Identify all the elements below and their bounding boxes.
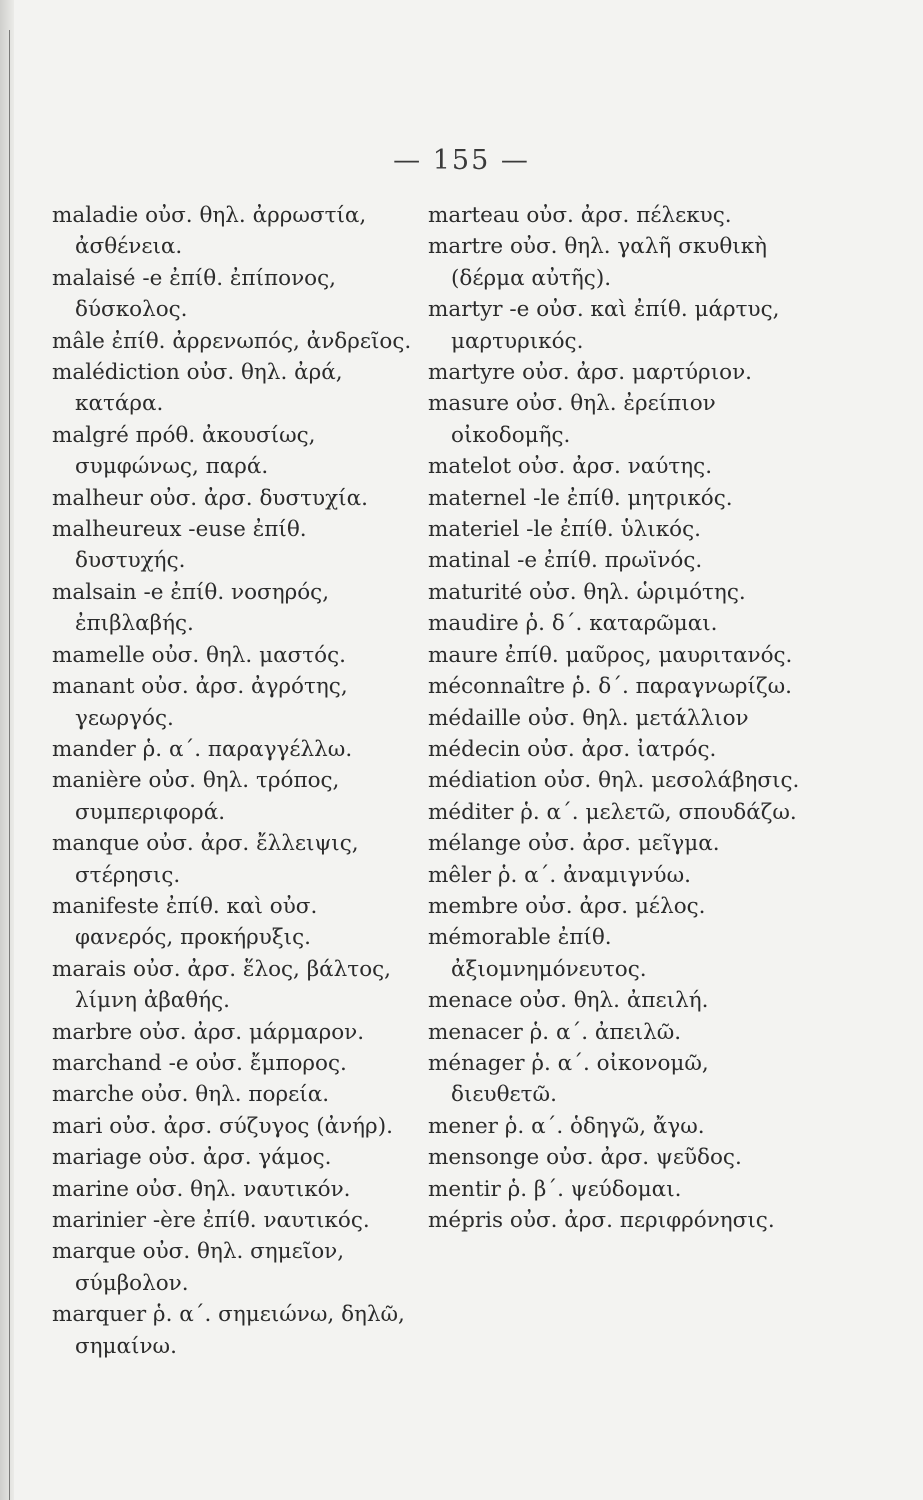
page-binding-edge	[9, 30, 10, 1500]
dictionary-entry: maladie οὐσ. θηλ. ἀρρωστία, ἀσθένεια.	[52, 203, 367, 260]
dictionary-entry: ménager ῥ. α΄. οἰκονομῶ, διευθετῶ.	[428, 1050, 709, 1108]
dictionary-entry: maternel -le ἐπίθ. μητρικός.	[428, 485, 733, 511]
dictionary-entry: mari οὐσ. ἀρσ. σύζυγος (ἀνήρ).	[52, 1113, 393, 1139]
dictionary-entry: materiel -le ἐπίθ. ὑλικός.	[428, 517, 701, 543]
dictionary-entry: marche οὐσ. θηλ. πορεία.	[52, 1082, 330, 1108]
dictionary-entry: manière οὐσ. θηλ. τρόπος, συμπεριφορά.	[52, 768, 340, 825]
dictionary-entry: martyre οὐσ. ἀρσ. μαρτύριον.	[428, 360, 752, 386]
dictionary-entry: marinier -ère ἐπίθ. ναυτικός.	[52, 1208, 370, 1233]
dictionary-entry: marque οὐσ. θηλ. σημεῖον, σύμβολον.	[52, 1239, 345, 1296]
dictionary-entry: médiation οὐσ. θηλ. μεσολάβησις.	[428, 768, 800, 794]
dictionary-entry: menacer ῥ. α΄. ἀπειλῶ.	[428, 1019, 682, 1045]
dictionary-entry: malheureux -euse ἐπίθ. δυστυχής.	[52, 517, 307, 574]
dictionary-entry: manifeste ἐπίθ. καὶ οὐσ. φανερός, προκήρυξις.	[52, 893, 318, 951]
dictionary-column-right	[428, 200, 806, 1236]
dictionary-entry: matelot οὐσ. ἀρσ. ναύτης.	[428, 454, 713, 480]
dictionary-entry: marteau οὐσ. ἀρσ. πέλεκυς.	[428, 203, 732, 228]
dictionary-entry: mariage οὐσ. ἀρσ. γάμος.	[52, 1145, 332, 1171]
dictionary-entry: mépris οὐσ. ἀρσ. περιφρόνησις.	[428, 1208, 775, 1233]
dictionary-entry: maudire ῥ. δ΄. καταρῶμαι.	[428, 611, 718, 637]
dictionary-entry: mener ῥ. α΄. ὁδηγῶ, ἄγω.	[428, 1113, 705, 1139]
dictionary-entry: membre οὐσ. ἀρσ. μέλος.	[428, 893, 706, 919]
dictionary-entry: manque οὐσ. ἀρσ. ἔλλειψις, στέρησις.	[52, 831, 359, 888]
dictionary-entry: mensonge οὐσ. ἀρσ. ψεῦδος.	[428, 1145, 742, 1171]
dictionary-entry: médaille οὐσ. θηλ. μετάλλιον	[428, 705, 749, 731]
dictionary-entry: malsain -e ἐπίθ. νοσηρός, ἐπιβλαβής.	[52, 579, 330, 637]
dictionary-entry: mâle ἐπίθ. ἀρρενωπός, ἀνδρεῖος.	[52, 328, 412, 354]
dictionary-entry: mamelle οὐσ. θηλ. μαστός.	[52, 642, 346, 668]
dictionary-entry: mélange οὐσ. ἀρσ. μεῖγμα.	[428, 831, 720, 857]
dictionary-entry: mentir ῥ. β΄. ψεύδομαι.	[428, 1176, 682, 1202]
dictionary-entry: menace οὐσ. θηλ. ἀπειλή.	[428, 988, 709, 1014]
dictionary-entry: marais οὐσ. ἀρσ. ἕλος, βάλτος, λίμνη ἀβαθής.	[52, 956, 392, 1014]
dictionary-entry: malheur οὐσ. ἀρσ. δυστυχία.	[52, 485, 368, 511]
dictionary-entry: masure οὐσ. θηλ. ἐρείπιον οἰκοδομῆς.	[428, 391, 716, 448]
dictionary-entry: marine οὐσ. θηλ. ναυτικόν.	[52, 1176, 351, 1202]
dictionary-entry: martre οὐσ. θηλ. γαλῆ σκυθικὴ (δέρμα αὐτῆς).	[428, 234, 768, 291]
dictionary-entry: marbre οὐσ. ἀρσ. μάρμαρον.	[52, 1019, 365, 1045]
page-binding-shadow	[0, 0, 14, 1500]
dictionary-entry: marquer ῥ. α΄. σημειώνω, δηλῶ, σημαίνω.	[52, 1302, 405, 1359]
dictionary-entry: mêler ῥ. α΄. ἀναμιγνύω.	[428, 862, 691, 888]
dictionary-entry: martyr -e οὐσ. καὶ ἐπίθ. μάρτυς, μαρτυρικός.	[428, 297, 780, 354]
dictionary-entry: méditer ῥ. α΄. μελετῶ, σπουδάζω.	[428, 799, 797, 825]
dictionary-entry: maturité οὐσ. θηλ. ὡριμότης.	[428, 579, 746, 605]
dictionary-entry: mander ῥ. α΄. παραγγέλλω.	[52, 736, 353, 762]
dictionary-entry: mémorable ἐπίθ. ἀξιομνημόνευτος.	[428, 925, 647, 982]
dictionary-entry: malgré πρόθ. ἀκουσίως, συμφώνως, παρά.	[52, 422, 316, 480]
dictionary-entry: maure ἐπίθ. μαῦρος, μαυριτανός.	[428, 642, 793, 668]
dictionary-entry: matinal -e ἐπίθ. πρωϊνός.	[428, 548, 703, 574]
dictionary-column-left	[52, 200, 420, 1362]
dictionary-entry: médecin οὐσ. ἀρσ. ἰατρός.	[428, 736, 717, 762]
dictionary-entry: marchand -e οὐσ. ἔμπορος.	[52, 1050, 347, 1076]
dictionary-entry: malaisé -e ἐπίθ. ἐπίπονος, δύσκολος.	[52, 265, 336, 323]
dictionary-entry: manant οὐσ. ἀρσ. ἀγρότης, γεωργός.	[52, 674, 348, 731]
dictionary-entry: méconnaître ῥ. δ΄. παραγνωρίζω.	[428, 674, 792, 700]
dictionary-entry: malédiction οὐσ. θηλ. ἀρά, κατάρα.	[52, 360, 343, 417]
page-number: — 155 —	[393, 145, 530, 176]
